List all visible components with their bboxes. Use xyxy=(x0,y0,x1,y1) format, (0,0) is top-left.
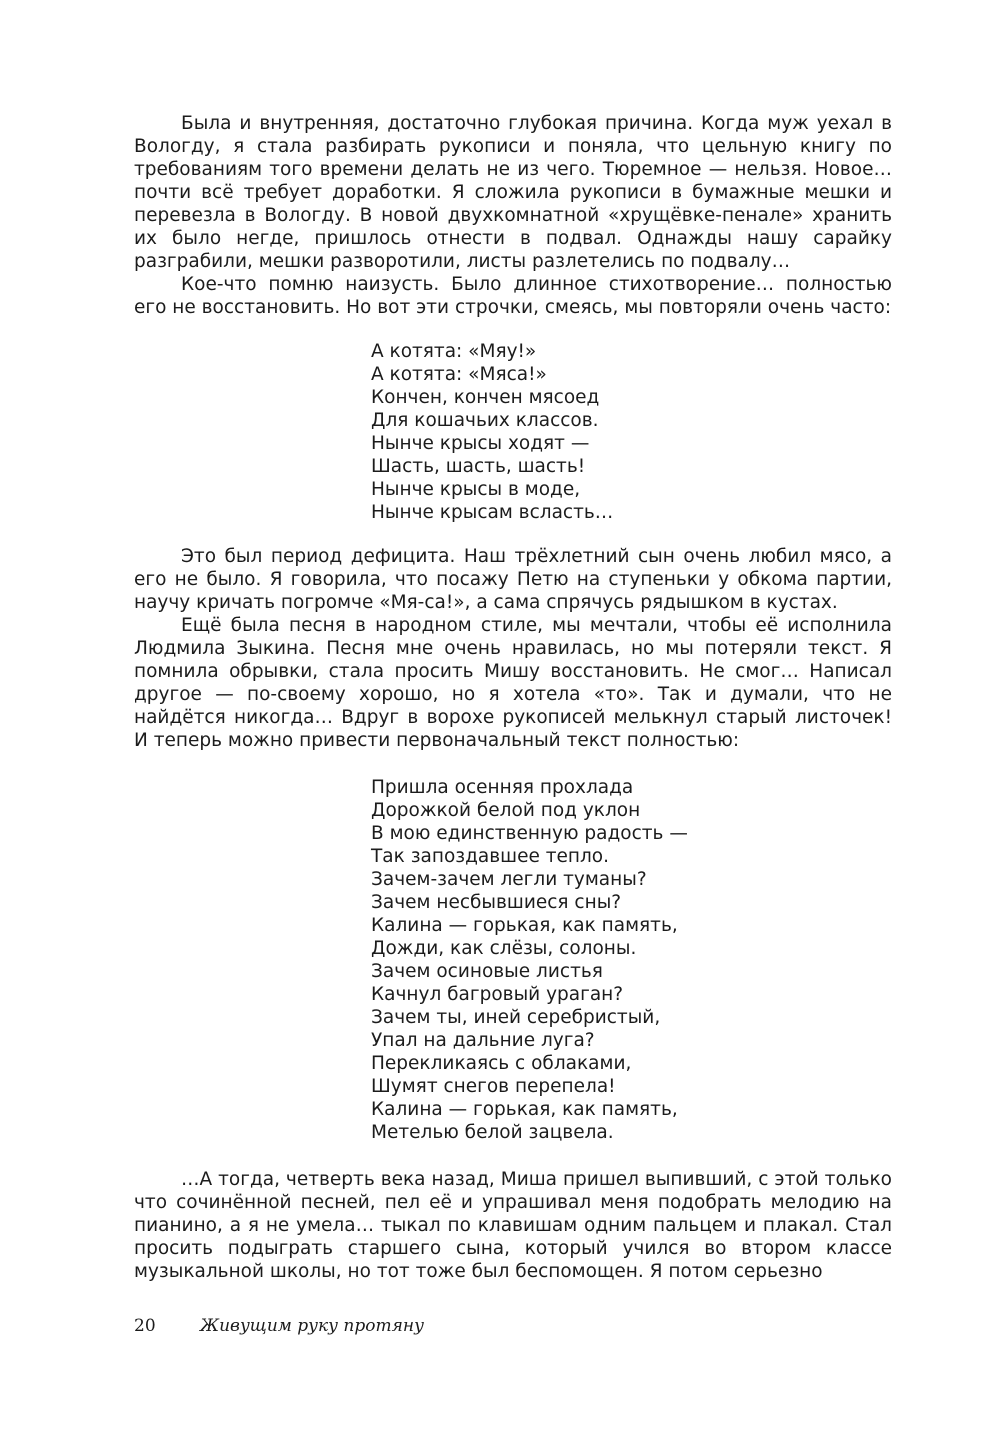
poem-line: Перекликаясь с облаками, xyxy=(371,1053,632,1074)
poem-kittens xyxy=(371,340,613,524)
poem-line: Нынче крысам всласть… xyxy=(371,502,614,523)
text-block-3 xyxy=(134,1168,892,1283)
poem-line: Метелью белой зацвела. xyxy=(371,1122,614,1143)
paragraph: Это был период дефицита. Наш трёхлетний сын очень любил мясо, а его не было. Я говорила, что посажу Петю на ступеньки у обкома партии, научу кричать погромче «Мя-са!», а сама спрячусь рядышком в кустах. xyxy=(134,546,892,613)
poem-line: Упал на дальние луга? xyxy=(371,1030,595,1051)
paragraph: …А тогда, четверть века назад, Миша пришел выпивший, с этой только что сочинённой песней, пел её и упрашивал меня подобрать мелодию на пианино, а я не умела… тыкал по клавишам одним пальцем и плакал. Стал просить подыграть старшего сына, который учился во втором классе музыкальной школы, но тот тоже был беспомощен. Я потом серьезно xyxy=(134,1169,892,1282)
poem-line: Зачем ты, иней серебристый, xyxy=(371,1007,661,1028)
poem-line: А котята: «Мяу!» xyxy=(371,341,537,362)
poem-line: В мою единственную радость — xyxy=(371,823,688,844)
poem-line: Шасть, шасть, шасть! xyxy=(371,456,586,477)
page-footer xyxy=(134,1315,424,1337)
poem-line: А котята: «Мяса!» xyxy=(371,364,547,385)
poem-line: Кончен, кончен мясоед xyxy=(371,387,600,408)
poem-line: Пришла осенняя прохлада xyxy=(371,777,634,798)
paragraph: Была и внутренняя, достаточно глубокая причина. Когда муж уехал в Вологду, я стала разбирать рукописи и поняла, что цельную книгу по требованиям того времени делать не из чего. Тюремное — нельзя. Новое… почти всё требует доработки. Я сложила рукописи в бумажные мешки и перевезла в Вологду. В новой двухкомнатной «хрущёвке-пенале» хранить их было негде, пришлось отнести в подвал. Однажды нашу сарайку разграбили, мешки разворотили, листы разлетелись по подвалу… xyxy=(134,113,892,272)
poem-line: Так запоздавшее тепло. xyxy=(371,846,609,867)
text-block-1 xyxy=(134,112,892,319)
poem-line: Зачем осиновые листья xyxy=(371,961,603,982)
poem-line: Шумят снегов перепела! xyxy=(371,1076,616,1097)
poem-line: Качнул багровый ураган? xyxy=(371,984,624,1005)
poem-line: Калина — горькая, как память, xyxy=(371,1099,678,1120)
running-title: Живущим руку протяну xyxy=(200,1316,424,1336)
text-block-2 xyxy=(134,545,892,752)
poem-line: Нынче крысы ходят — xyxy=(371,433,590,454)
poem-line: Зачем несбывшиеся сны? xyxy=(371,892,622,913)
poem-line: Калина — горькая, как память, xyxy=(371,915,678,936)
poem-line: Дожди, как слёзы, солоны. xyxy=(371,938,637,959)
page-number: 20 xyxy=(134,1316,156,1336)
poem-song xyxy=(371,776,688,1144)
paragraph: Кое-что помню наизусть. Было длинное стихотворение… полностью его не восстановить. Но вот эти строчки, смеясь, мы повторяли очень часто: xyxy=(134,274,892,318)
poem-line: Для кошачьих классов. xyxy=(371,410,599,431)
poem-line: Дорожкой белой под уклон xyxy=(371,800,641,821)
paragraph: Ещё была песня в народном стиле, мы мечтали, чтобы её исполнила Людмила Зыкина. Песня мне очень нравилась, но мы потеряли текст. Я помнила обрывки, стала просить Мишу восстановить. Не смог… Написал другое — по-своему хорошо, но я хотела «то». Так и думали, что не найдётся никогда… Вдруг в ворохе рукописей мелькнул старый листочек! И теперь можно привести первоначальный текст полностью: xyxy=(134,615,892,751)
poem-line: Нынче крысы в моде, xyxy=(371,479,581,500)
poem-line: Зачем-зачем легли туманы? xyxy=(371,869,647,890)
